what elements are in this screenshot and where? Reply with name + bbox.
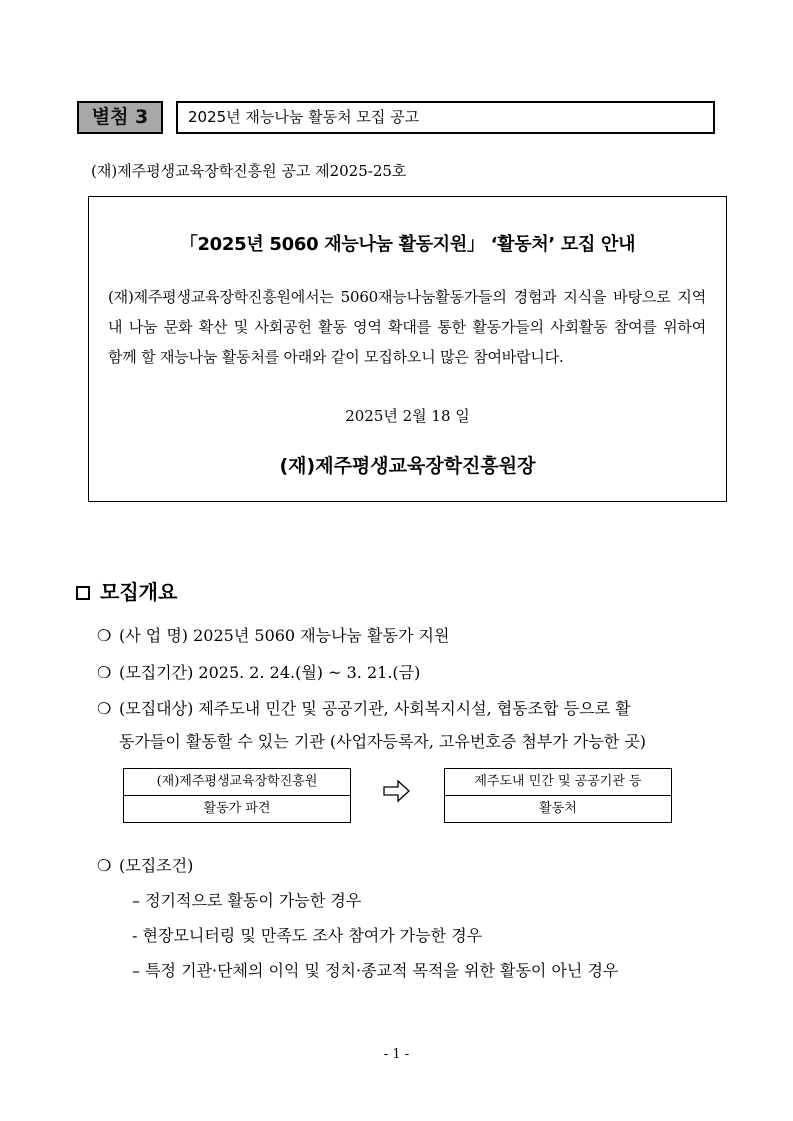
page-number: - 1 - [383, 1047, 410, 1062]
section-title: 모집개요 [100, 580, 178, 604]
attachment-badge: 별첨 3 [77, 101, 163, 134]
section-heading [76, 576, 177, 605]
flow-box-top: (재)제주평생교육장학진흥원 [156, 774, 318, 789]
overview-item-conditions [97, 853, 193, 876]
flow-box-institute [123, 768, 351, 823]
item-text: 2025. 2. 24.(월) ~ 3. 21.(금) [198, 663, 421, 682]
item-text: 제주도내 민간 및 공공기관, 사회복지시설, 협동조합 등으로 활 [198, 699, 631, 718]
notice-date: 2025년 2월 18 일 [345, 407, 470, 425]
overview-item-period [97, 660, 420, 683]
ring-bullet-icon: ❍ [97, 856, 112, 875]
flow-box-activity-site [444, 768, 672, 823]
ring-bullet-icon: ❍ [97, 626, 112, 645]
item-label: (모집대상) [119, 699, 194, 718]
flow-box-bottom: 활동처 [445, 795, 671, 822]
condition-text: 현장모니터링 및 만족도 조사 참여가 가능한 경우 [142, 926, 483, 945]
overview-item-project [97, 623, 449, 646]
condition-text: 정기적으로 활동이 가능한 경우 [145, 891, 362, 910]
item-label: (사 업 명) [119, 626, 189, 645]
notice-body: (재)제주평생교육장학진흥원에서는 5060재능나눔활동가들의 경험과 지식을 바탕으로 지역 내 나눔 문화 확산 및 사회공헌 활동 영역 확대를 통한 활동가들의 사회활동 참여를 위하여 함께 할 재능나눔 활동처를 아래와 같이 모집하오니 많은 참여바랍니다. [108, 288, 706, 366]
ring-bullet-icon: ❍ [97, 699, 112, 718]
notice-signature: (재)제주평생교육장학진흥원장 [279, 455, 536, 477]
overview-item-target-continuation: 동가들이 활동할 수 있는 기관 (사업자등록자, 고유번호증 첨부가 가능한 곳) [119, 732, 647, 751]
notice-heading: 「2025년 5060 재능나눔 활동지원」 ‘활동처’ 모집 안내 [179, 234, 636, 255]
notice-number: (재)제주평생교육장학진흥원 공고 제2025-25호 [91, 162, 407, 180]
item-text: 2025년 5060 재능나눔 활동가 지원 [193, 626, 450, 645]
item-label: (모집기간) [119, 663, 194, 682]
ring-bullet-icon: ❍ [97, 663, 112, 682]
condition-item: – 정기적으로 활동이 가능한 경우 [132, 891, 362, 910]
flow-box-bottom: 활동가 파견 [124, 795, 350, 822]
item-label: (모집조건) [119, 856, 194, 875]
flow-box-top: 제주도내 민간 및 공공기관 등 [474, 774, 642, 789]
condition-item: - 현장모니터링 및 만족도 조사 참여가 가능한 경우 [132, 926, 483, 945]
condition-text: 특정 기관·단체의 이익 및 정치·종교적 목적을 위한 활동이 아닌 경우 [145, 961, 619, 980]
square-box-icon [76, 586, 90, 600]
notice-box [88, 196, 727, 502]
condition-item: – 특정 기관·단체의 이익 및 정치·종교적 목적을 위한 활동이 아닌 경우 [132, 961, 619, 980]
right-arrow-outline-icon [383, 779, 411, 807]
overview-item-target [97, 696, 631, 719]
attachment-title: 2025년 재능나눔 활동처 모집 공고 [176, 101, 715, 134]
